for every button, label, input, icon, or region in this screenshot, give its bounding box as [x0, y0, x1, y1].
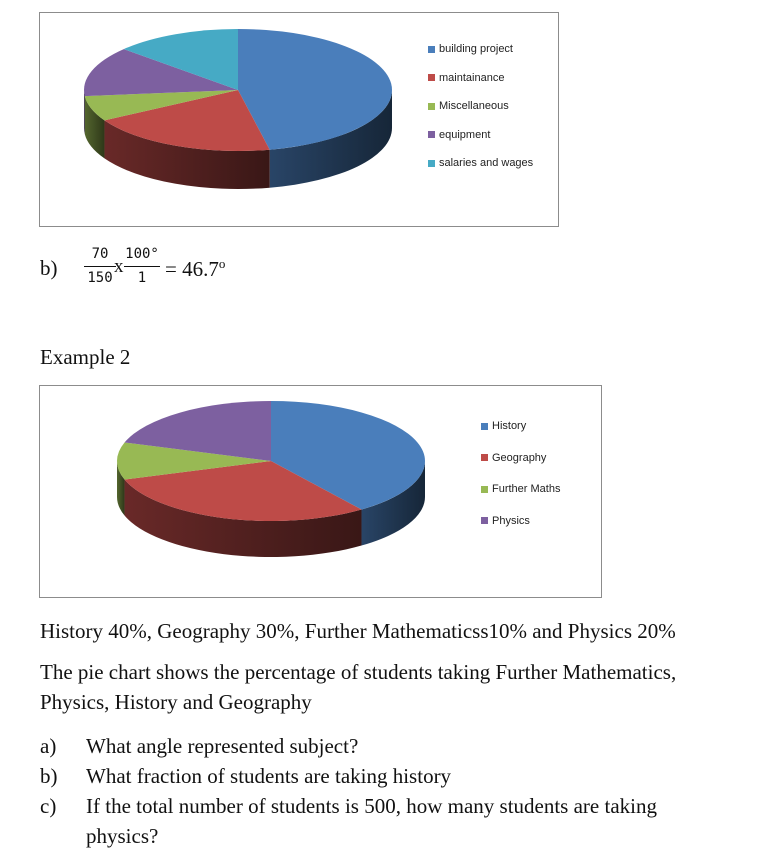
legend-label: Further Maths [492, 483, 561, 495]
legend-item-equipment [428, 129, 490, 141]
formula-result [165, 256, 225, 282]
formula-num2: 100° [125, 246, 159, 262]
fraction-bar-2 [124, 266, 160, 267]
pie-side-equipment [84, 90, 85, 134]
percent-line: History 40%, Geography 30%, Further Mathematicss10% and Physics 20% [40, 619, 676, 643]
legend-swatch [481, 486, 488, 493]
legend-swatch [481, 454, 488, 461]
legend-swatch [428, 103, 435, 110]
legend-label: building project [439, 43, 513, 55]
legend-swatch [481, 517, 488, 524]
fraction-bar-1 [84, 266, 116, 267]
formula-result-value: = 46.7 [165, 257, 219, 281]
formula-label: b) [40, 256, 58, 280]
formula-num1: 70 [91, 246, 109, 262]
question-c-text: If the total number of students is 500, how many students are taking [86, 794, 657, 818]
legend-item-salaries-and-wages [428, 157, 533, 169]
legend-item-physics [481, 515, 530, 527]
legend-label: Miscellaneous [439, 100, 509, 112]
legend-label: Physics [492, 514, 530, 527]
question-a-label: a) [40, 734, 57, 758]
legend-item-building-project [428, 43, 513, 55]
formula-den2: 1 [137, 270, 147, 286]
legend-label: maintainance [439, 71, 505, 84]
question-c-label: c) [40, 794, 57, 818]
legend-item-maintainance [428, 72, 504, 84]
formula-times: x [114, 256, 124, 277]
legend-swatch [428, 160, 435, 167]
legend-swatch [428, 131, 435, 138]
legend-swatch [428, 46, 435, 53]
description-line-1: The pie chart shows the percentage of students taking Further Mathematics, [40, 660, 677, 684]
legend-label: salaries and wages [439, 157, 534, 169]
legend-item-history [481, 420, 526, 432]
legend-swatch [481, 423, 488, 430]
question-b-label: b) [40, 764, 58, 788]
formula-den1: 150 [87, 270, 113, 286]
description-line-2: Physics, History and Geography [40, 690, 312, 714]
question-c-continuation: physics? [86, 824, 159, 848]
legend-swatch [428, 74, 435, 81]
legend-label: History [492, 420, 527, 432]
question-a-text: What angle represented subject? [86, 734, 359, 758]
pie-chart-subjects [39, 385, 602, 598]
question-b-text: What fraction of students are taking history [86, 764, 452, 788]
legend-label: equipment [439, 128, 491, 141]
legend-label: Geography [492, 451, 547, 464]
formula-degree: o [218, 256, 226, 271]
legend-item-further-maths [481, 483, 560, 495]
legend-item-miscellaneous [428, 100, 509, 112]
legend-item-geography [481, 452, 546, 464]
example-heading: Example 2 [40, 345, 131, 369]
pie-chart-budget [39, 12, 559, 227]
